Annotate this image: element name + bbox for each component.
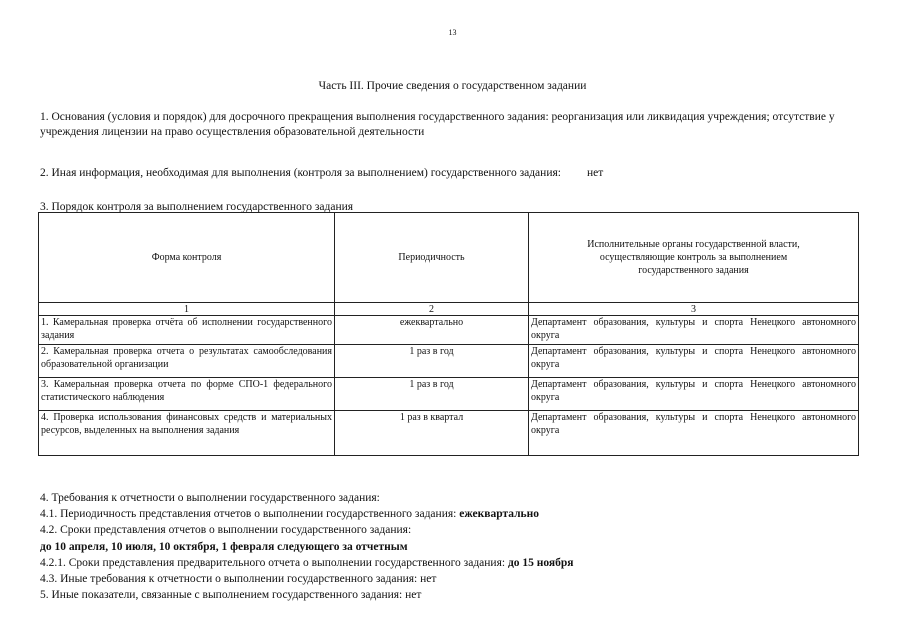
control-table [38,212,859,456]
table-row [39,316,859,345]
page-title: Часть III. Прочие сведения о государственном задании [318,80,587,92]
row-form: 4. Проверка использования финансовых средств и материальных ресурсов, выделенных на выполнения задания [39,411,335,456]
col-number-1: 1 [39,303,335,316]
col-number-3: 3 [529,303,859,316]
col-number-2: 2 [335,303,529,316]
row-form: 1. Камеральная проверка отчёта об исполнении государственного задания [39,316,335,345]
row-organ: Департамент образования, культуры и спорта Ненецкого автономного округа [529,345,859,378]
row-period: 1 раз в год [335,345,529,378]
line-4-2-1-value: до 15 ноября [507,556,574,569]
paragraph-1: 1. Основания (условия и порядок) для досрочного прекращения выполнения государственного задания: реорганизация или ликвидация учреждения; отсутствие у учреждения лицензии на право осуществления образовательной деятельности [40,111,835,138]
row-period: 1 раз в квартал [335,411,529,456]
header-form: Форма контроля [39,213,335,303]
row-form: 3. Камеральная проверка отчета по форме СПО-1 федерального статистического наблюдения [39,378,335,411]
paragraph-2-value: нет [586,167,604,179]
section-4-heading: 4. Требования к отчетности о выполнении государственного задания: [40,492,380,504]
page-number: 13 [448,28,457,37]
line-4-3: 4.3. Иные требования к отчетности о выполнении государственного задания: нет [40,572,437,585]
table-row [39,345,859,378]
line-4-2: 4.2. Сроки представления отчетов о выполнении государственного задания: [40,524,412,537]
header-period: Периодичность [335,213,529,303]
section-4 [40,490,574,603]
line-4-1-value: ежеквартально [459,508,539,521]
line-4-2-value: до 10 апреля, 10 июля, 10 октября, 1 февраля следующего за отчетным [40,540,408,553]
row-organ: Департамент образования, культуры и спорта Ненецкого автономного округа [529,411,859,456]
line-4-2-1: 4.2.1. Сроки представления предварительного отчета о выполнении государственного задания: до 15 ноября [40,556,574,569]
row-form: 2. Камеральная проверка отчета о результатах самообследования образовательной организации [39,345,335,378]
paragraph-3: 3. Порядок контроля за выполнением государственного задания [40,201,354,213]
table-row [39,378,859,411]
line-5: 5. Иные показатели, связанные с выполнением государственного задания: нет [40,589,422,602]
table-row [39,411,859,456]
paragraph-2-label: 2. Иная информация, необходимая для выполнения (контроля за выполнением) государственного задания: [40,167,561,179]
line-4-1: 4.1. Периодичность представления отчетов о выполнении государственного задания: ежеквартально [40,508,539,521]
row-organ: Департамент образования, культуры и спорта Ненецкого автономного округа [529,378,859,411]
table-number-row [39,303,859,316]
paragraph-2 [40,166,603,181]
row-organ: Департамент образования, культуры и спорта Ненецкого автономного округа [529,316,859,345]
header-organ: Исполнительные органы государственной власти, осуществляющие контроль за выполнением государственного задания [529,213,859,303]
row-period: ежеквартально [335,316,529,345]
row-period: 1 раз в год [335,378,529,411]
table-header-row [39,213,859,303]
